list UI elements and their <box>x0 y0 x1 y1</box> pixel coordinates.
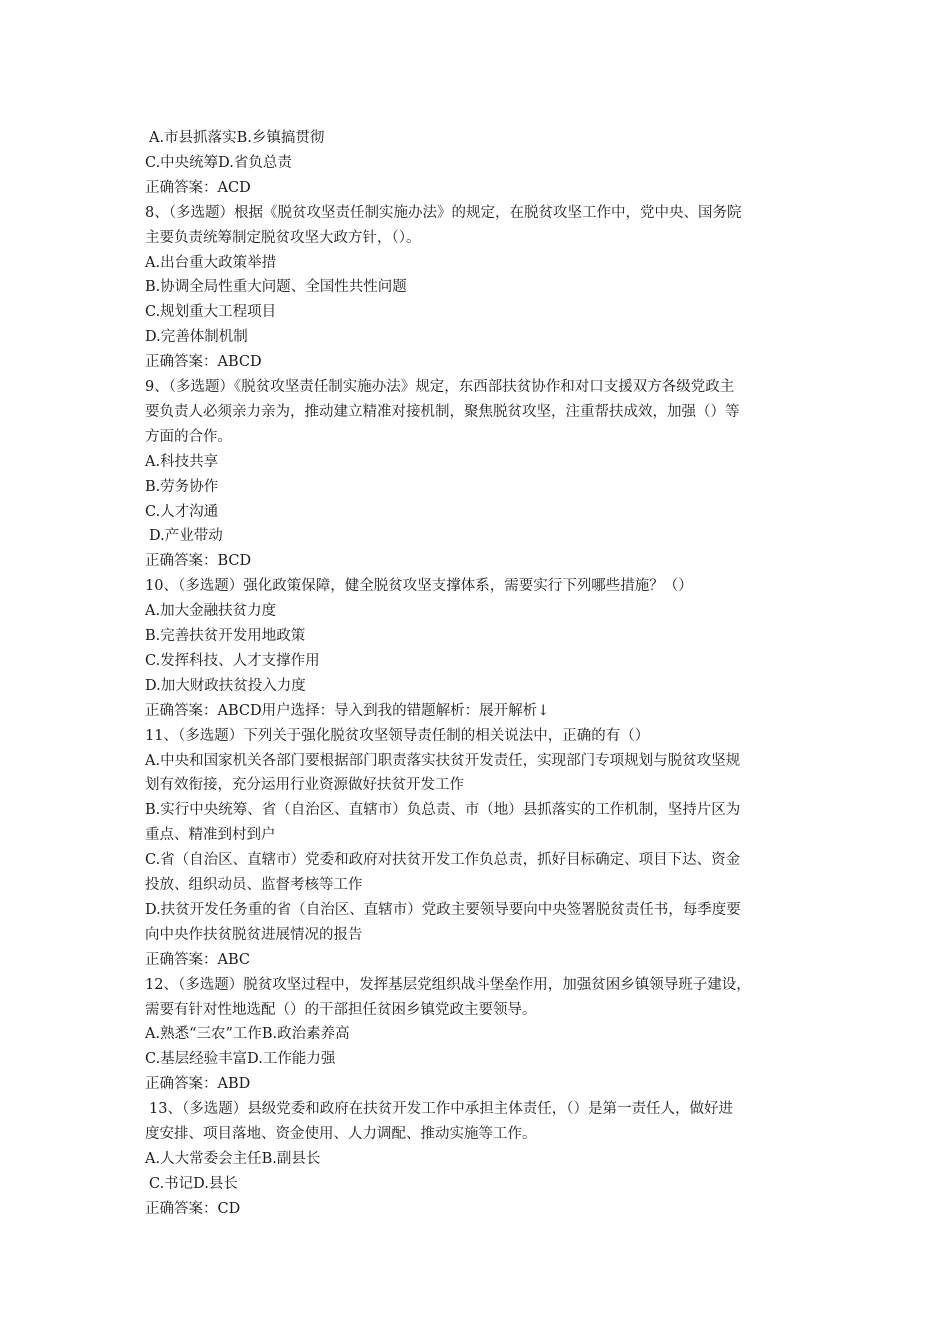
text-line: D.加大财政扶贫投入力度 <box>145 677 306 694</box>
text-line: 12、（多选题）脱贫攻坚过程中，发挥基层党组织战斗堡垒作用，加强贫困乡镇领导班子建设， <box>145 976 751 993</box>
text-line: C.规划重大工程项目 <box>145 304 277 321</box>
text-line: 正确答案：ABCD用户选择：导入到我的错题解析：展开解析↓ <box>145 702 550 719</box>
text-line: B.协调全局性重大问题、全国性共性问题 <box>145 279 407 296</box>
text-line: A.加大金融扶贫力度 <box>145 603 277 620</box>
text-line: 正确答案：ABD <box>145 1076 251 1093</box>
text-line: 正确答案：ABCD <box>145 354 262 371</box>
text-line: A.熟悉“三农”工作B.政治素养高 <box>145 1026 350 1043</box>
text-line: 需要有针对性地选配（）的干部担任贫困乡镇党政主要领导。 <box>145 1001 537 1018</box>
text-line: 方面的合作。 <box>145 428 232 445</box>
text-line: A.中央和国家机关各部门要根据部门职责落实扶贫开发责任，实现部门专项规划与脱贫攻坚规 <box>145 752 741 769</box>
text-line: 11、（多选题）下列关于强化脱贫攻坚领导责任制的相关说法中，正确的有（） <box>145 727 650 744</box>
text-line: D.扶贫开发任务重的省（自治区、直辖市）党政主要领导要向中央签署脱贫责任书，每季度要 <box>145 901 741 918</box>
text-line: A.科技共享 <box>145 453 219 470</box>
text-line: D.完善体制机制 <box>145 329 248 346</box>
text-line: 重点、精准到村到户 <box>145 827 276 844</box>
text-line: 投放、组织动员、监督考核等工作 <box>145 877 363 893</box>
text-line: 度安排、项目落地、资金使用、人力调配、推动实施等工作。 <box>145 1126 537 1142</box>
text-line: 9、（多选题）《脱贫攻坚责任制实施办法》规定，东西部扶贫协作和对口支援双方各级党政主 <box>145 379 735 395</box>
text-line: 正确答案：ABC <box>145 951 250 968</box>
text-line: D.产业带动 <box>149 528 223 545</box>
text-line: C.基层经验丰富D.工作能力强 <box>145 1051 336 1068</box>
text-line: C.中央统筹D.省负总责 <box>145 154 292 171</box>
text-line: 正确答案：CD <box>145 1200 241 1217</box>
text-line: 划有效衔接，充分运用行业资源做好扶贫开发工作 <box>145 777 464 794</box>
text-line: 10、（多选题）强化政策保障，健全脱贫攻坚支撑体系，需要实行下列哪些措施？（） <box>145 578 693 595</box>
text-line: A.出台重大政策举措 <box>145 254 277 271</box>
text-line: B.完善扶贫开发用地政策 <box>145 628 306 644</box>
text-line: 要负责人必须亲力亲为，推动建立精准对接机制，聚焦脱贫攻坚，注重帮扶成效，加强（）等 <box>145 403 740 420</box>
text-line: B.实行中央统筹、省（自治区、直辖市）负总责、市（地）县抓落实的工作机制，坚持片区为 <box>145 802 741 819</box>
text-line: 13、（多选题）县级党委和政府在扶贫开发工作中承担主体责任，（）是第一责任人，做好进 <box>149 1101 733 1118</box>
text-line: C.发挥科技、人才支撑作用 <box>145 652 320 669</box>
text-line: A.人大常委会主任B.副县长 <box>145 1150 321 1167</box>
text-line: 正确答案：BCD <box>145 553 252 570</box>
text-line: A.市县抓落实B.乡镇搞贯彻 <box>149 130 325 146</box>
text-line: C.人才沟通 <box>145 503 219 520</box>
text-line: 8、（多选题）根据《脱贫攻坚责任制实施办法》的规定，在脱贫攻坚工作中，党中央、国务院 <box>145 204 742 221</box>
text-line: B.劳务协作 <box>145 478 219 495</box>
text-line: 向中央作扶贫脱贫进展情况的报告 <box>145 926 363 943</box>
text-line: C.省（自治区、直辖市）党委和政府对扶贫开发工作负总责，抓好目标确定、项目下达、资金 <box>145 852 741 869</box>
text-line: C.书记D.县长 <box>149 1175 238 1192</box>
text-line: 主要负责统筹制定脱贫攻坚大政方针，（）。 <box>145 229 421 246</box>
text-line: 正确答案：ACD <box>145 179 251 196</box>
